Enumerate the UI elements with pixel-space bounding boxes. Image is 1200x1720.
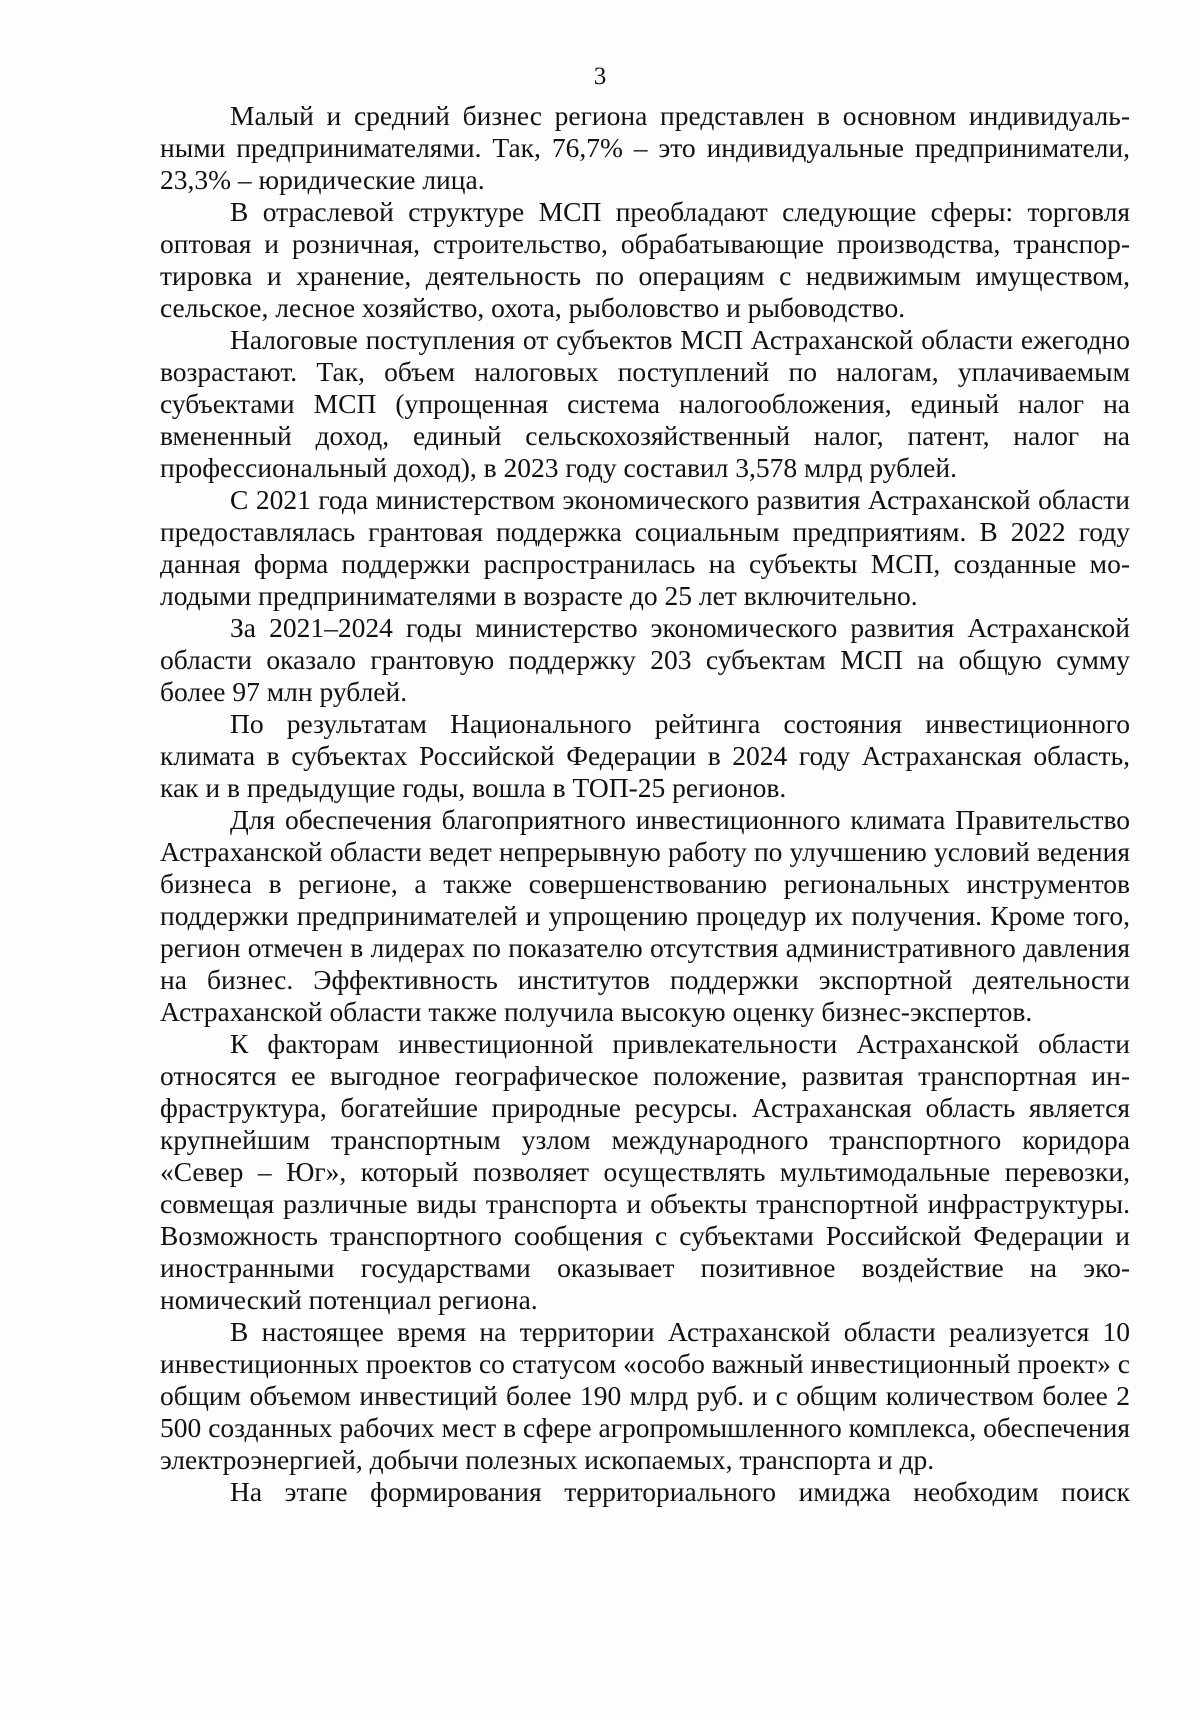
paragraph-grant-support: С 2021 года министерством экономического развития Астраханской области предоставлялась грантовая поддержка социальным предприятиям. В 2022 году данная форма поддержки распространилась на субъекты МСП, созданные молодыми предпринимателями в возрасте до 25 лет включительно.	[160, 484, 1130, 611]
paragraph-msp-structure: Малый и средний бизнес региона представлен в основном индивидуальными предпринимателями. Так, 76,7% – это индивидуальные предприниматели, 23,3% – юридические лица.	[160, 100, 1130, 195]
paragraph-territorial-image: На этапе формирования территориального имиджа необходим поиск	[230, 1476, 1130, 1507]
page-number: 3	[593, 63, 607, 90]
paragraph-national-rating: По результатам Национального рейтинга состояния инвестиционного климата в субъектах Российской Федерации в 2024 году Астраханская область, как и в предыдущие годы, вошла в ТОП-25 регионов.	[160, 708, 1130, 803]
document-body	[160, 100, 1130, 1508]
paragraph-grant-results: За 2021–2024 годы министерство экономического развития Астраханской области оказало грантовую поддержку 203 субъектам МСП на общую сумму более 97 млн рублей.	[160, 612, 1130, 707]
paragraph-investment-factors: К факторам инвестиционной привлекательности Астраханской области относятся ее выгодное географическое положение, развитая транспортная инфраструктура, богатейшие природные ресурсы. Астраханская область является крупнейшим транспортным узлом международного транспортного коридора «Север – Юг», который позволяет осуществлять мультимодальные перевозки, совмещая различные виды транспорта и объекты транспортной инфраструктуры. Возможность транспортного сообщения с субъектами Российской Федерации и иностранными государствами оказывает позитивное воздействие на экономический потенциал региона.	[160, 1028, 1130, 1315]
paragraph-investment-projects: В настоящее время на территории Астраханской области реализуется 10 инвестиционных проектов со статусом «особо важный инвестиционный проект» с общим объемом инвестиций более 190 млрд руб. и с общим количеством более 2 500 созданных рабочих мест в сфере агропромышленного комплекса, обеспечения электроэнергией, добычи полезных ископаемых, транспорта и др.	[160, 1316, 1130, 1475]
paragraph-tax-revenue: Налоговые поступления от субъектов МСП Астраханской области ежегодно возрастают. Так, объем налоговых поступлений по налогам, уплачиваемым субъектами МСП (упрощенная система налогообложения, единый налог на вмененный доход, единый сельскохозяйственный налог, патент, налог на профессиональный доход), в 2023 году составил 3,578 млрд рублей.	[160, 324, 1130, 483]
paragraph-investment-climate: Для обеспечения благоприятного инвестиционного климата Правительство Астраханской области ведет непрерывную работу по улучшению условий ведения бизнеса в регионе, а также совершенствованию региональных инструментов поддержки предпринимателей и упрощению процедур их получения. Кроме того, регион отмечен в лидерах по показателю отсутствия административного давления на бизнес. Эффективность институтов поддержки экспортной деятельности Астраханской области также получила высокую оценку бизнес-экспертов.	[160, 804, 1130, 1027]
paragraph-sector-structure: В отраслевой структуре МСП преобладают следующие сферы: торговля оптовая и розничная, строительство, обрабатывающие производства, транспортировка и хранение, деятельность по операциям с недвижимым имуществом, сельское, лесное хозяйство, охота, рыболовство и рыбоводство.	[160, 196, 1130, 323]
